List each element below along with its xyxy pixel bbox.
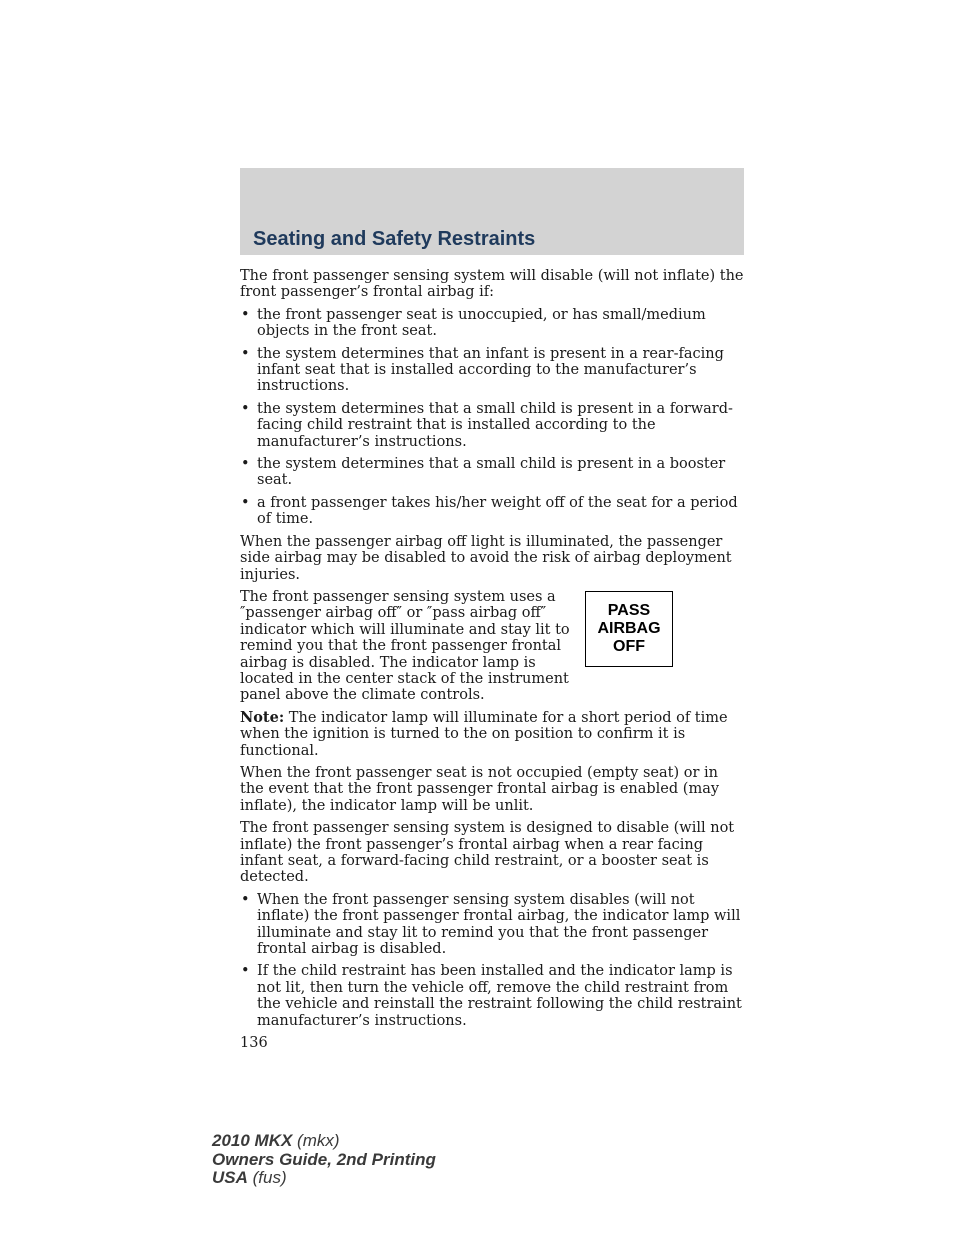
bullet-icon: • — [241, 306, 250, 323]
page-number: 136 — [240, 1035, 268, 1052]
bullet-icon: • — [241, 456, 250, 473]
indicator-behavior-list — [240, 892, 744, 1029]
bullet-icon: • — [241, 400, 250, 417]
footer-line-region: USA (fus) — [212, 1168, 287, 1187]
indicator-line: OFF — [613, 637, 645, 655]
bullet-icon: • — [241, 891, 250, 908]
footer-line-printing: Owners Guide, 2nd Printing — [212, 1149, 436, 1169]
list-item: • If the child restraint has been installed and the indicator lamp is not lit, then turn the vehicle off, remove the child restraint from the vehicle and reinstall the restraint following the child restraint manufacturer’s instructions. — [241, 963, 742, 1029]
bullet-icon: • — [241, 963, 250, 980]
note-paragraph: Note: The indicator lamp will illuminate for a short period of time when the ignition is turned to the on position to confirm it is functional. — [240, 708, 728, 759]
page-content — [240, 268, 744, 1051]
indicator-paragraph: The front passenger sensing system uses a ″passenger airbag off″ or ″pass airbag off″ indicator which will illuminate and stay lit to remind you that the front passenger frontal airbag is disabled. The indicator lamp is located in the center stack of the instrument panel above the climate controls. — [240, 588, 570, 704]
list-item: • When the front passenger sensing system disables (will not inflate) the front passenger frontal airbag, the indicator lamp will illuminate and stay lit to remind you that the front passenger frontal airbag is disabled. — [241, 891, 741, 958]
airbag-off-light-paragraph: When the passenger airbag off light is illuminated, the passenger side airbag may be disabled to avoid the risk of airbag deployment injuries. — [240, 533, 732, 583]
list-item: • a front passenger takes his/her weight off of the seat for a period of time. — [241, 494, 738, 528]
footer-line-model: 2010 MKX (mkx) — [212, 1131, 340, 1150]
list-item: • the system determines that a small child is present in a forward-facing child restraint that is installed according to the manufacturer’s instructions. — [241, 400, 733, 450]
intro-paragraph: The front passenger sensing system will disable (will not inflate) the front passenger’s frontal airbag if: — [240, 268, 744, 301]
note-label: Note: — [240, 708, 285, 726]
footer — [212, 1132, 436, 1188]
list-item: • the front passenger seat is unoccupied, or has small/medium objects in the front seat. — [241, 306, 706, 340]
pass-airbag-off-indicator-icon — [585, 591, 673, 667]
indicator-line: AIRBAG — [597, 619, 661, 637]
bullet-icon: • — [241, 494, 250, 511]
bullet-icon: • — [241, 345, 250, 362]
designed-paragraph: The front passenger sensing system is designed to disable (will not inflate) the front passenger’s frontal airbag when a rear facing infant seat, a forward-facing child restraint, or a booster seat is detected. — [240, 820, 735, 886]
list-item: • the system determines that an infant is present in a rear-facing infant seat that is installed according to the manufacturer’s instructions. — [241, 345, 724, 395]
disable-conditions-list — [240, 307, 744, 528]
section-header-band — [240, 168, 744, 255]
empty-seat-paragraph: When the front passenger seat is not occupied (empty seat) or in the event that the front passenger frontal airbag is enabled (may inflate), the indicator lamp will be unlit. — [240, 764, 720, 814]
section-title: Seating and Safety Restraints — [253, 228, 536, 250]
indicator-line: PASS — [607, 601, 651, 619]
list-item: • the system determines that a small child is present in a booster seat. — [241, 456, 726, 489]
